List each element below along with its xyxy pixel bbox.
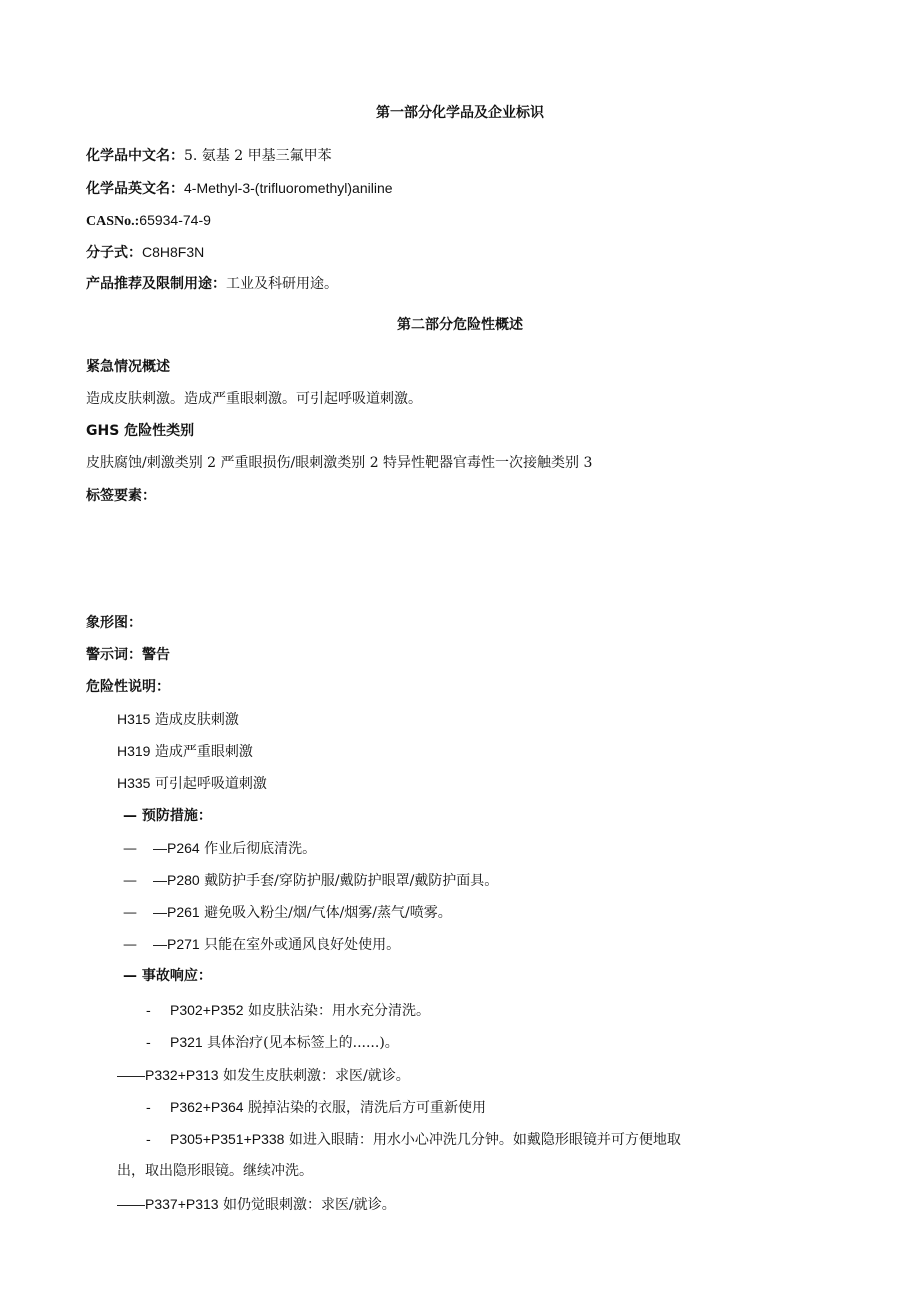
response-code: P362+P364 (170, 1099, 244, 1115)
response-item (146, 1032, 399, 1053)
emergency-text: 造成皮肤刺激。造成严重眼刺激。可引起呼吸道刺激。 (86, 391, 422, 407)
hazard-text: 造成皮肤刺激 (154, 712, 239, 728)
hazard-statement (117, 709, 239, 730)
chemical-en-name (86, 178, 393, 199)
response-text: 如皮肤沾染：用水充分清洗。 (248, 1003, 431, 1019)
signal-word-label: 警示词： (86, 647, 142, 663)
response-code: P305+P351+P338 (170, 1131, 285, 1147)
response-item (117, 1065, 410, 1086)
pictogram-label: 象形图： (86, 615, 142, 631)
response-item-continuation (117, 1161, 313, 1181)
response-text: 如进入眼睛：用水小心冲洗几分钟。如戴隐形眼镜并可方便地取 (288, 1132, 681, 1148)
section1-title: 第一部分化学品及企业标识 (376, 105, 544, 121)
cn-name-label: 化学品中文名： (86, 148, 184, 164)
cas-label: CASNo.: (86, 214, 140, 229)
hazard-statement (117, 741, 253, 762)
response-label: — 事故响应： (123, 968, 212, 984)
cas-value: 65934-74-9 (139, 212, 211, 228)
formula-value: C8H8F3N (142, 244, 205, 260)
use-label: 产品推荐及限制用途： (86, 276, 226, 292)
response-item (146, 1097, 486, 1118)
prevention-item (123, 902, 452, 923)
prevention-item (123, 934, 400, 955)
hazard-code: H335 (117, 775, 151, 791)
response-text: 脱掉沾染的衣服，清洗后方可重新使用 (248, 1100, 487, 1116)
hazard-code: H315 (117, 711, 151, 727)
molecular-formula (86, 242, 204, 263)
hazard-text: 造成严重眼刺激 (154, 744, 253, 760)
response-code: P321 (170, 1034, 203, 1050)
prevention-dash: — (123, 841, 137, 857)
hazard-statements-label: 危险性说明： (86, 679, 170, 695)
prevention-code: —P280 (153, 872, 200, 888)
chemical-cn-name (86, 146, 332, 166)
prevention-text: 避免吸入粉尘/烟/气体/烟雾/蒸气/喷雾。 (204, 905, 452, 921)
response-code: ——P337+P313 (117, 1196, 219, 1212)
prevention-dash: — (123, 937, 137, 953)
prevention-text: 戴防护手套/穿防护服/戴防护眼罩/戴防护面具。 (204, 873, 499, 889)
section2-title: 第二部分危险性概述 (397, 317, 523, 333)
hazard-code: H319 (117, 743, 151, 759)
prevention-dash: — (123, 873, 137, 889)
response-code: ——P332+P313 (117, 1067, 219, 1083)
response-dash: - (146, 1100, 151, 1116)
response-text: 具体治疗(见本标签上的......)。 (207, 1035, 399, 1051)
label-elements: 标签要素： (86, 488, 156, 504)
cn-name-value: 5. 氨基 2 甲基三氟甲苯 (184, 148, 332, 164)
response-dash: - (146, 1132, 151, 1148)
cas-number (86, 210, 211, 232)
ghs-heading: GHS 危险性类别 (86, 423, 195, 439)
response-item (117, 1194, 396, 1215)
prevention-label: — 预防措施： (123, 808, 212, 824)
prevention-dash: — (123, 905, 137, 921)
recommended-use (86, 274, 338, 294)
ghs-text: 皮肤腐蚀/刺激类别 2 严重眼损伤/眼刺激类别 2 特异性靶器官毒性一次接触类别 3 (86, 455, 593, 471)
formula-label: 分子式： (86, 245, 142, 261)
response-item (146, 1000, 430, 1021)
response-text: 出，取出隐形眼镜。继续冲洗。 (117, 1163, 313, 1179)
emergency-heading: 紧急情况概述 (86, 359, 170, 375)
prevention-item (123, 838, 316, 859)
response-dash: - (146, 1035, 151, 1051)
signal-word (86, 645, 170, 665)
en-name-value: 4-Methyl-3-(trifluoromethyl)aniline (184, 180, 393, 196)
response-text: 如发生皮肤刺激：求医/就诊。 (223, 1068, 410, 1084)
response-item (146, 1129, 681, 1150)
signal-word-value: 警告 (142, 647, 170, 663)
prevention-text: 只能在室外或通风良好处使用。 (204, 937, 401, 953)
prevention-code: —P261 (153, 904, 200, 920)
hazard-text: 可引起呼吸道刺激 (154, 776, 267, 792)
response-text: 如仍觉眼刺激：求医/就诊。 (223, 1197, 396, 1213)
prevention-text: 作业后彻底清洗。 (204, 841, 317, 857)
prevention-code: —P264 (153, 840, 200, 856)
use-value: 工业及科研用途。 (226, 276, 338, 292)
en-name-label: 化学品英文名： (86, 181, 184, 197)
response-dash: - (146, 1003, 151, 1019)
prevention-item (123, 870, 498, 891)
response-code: P302+P352 (170, 1002, 244, 1018)
hazard-statement (117, 773, 267, 794)
prevention-code: —P271 (153, 936, 200, 952)
